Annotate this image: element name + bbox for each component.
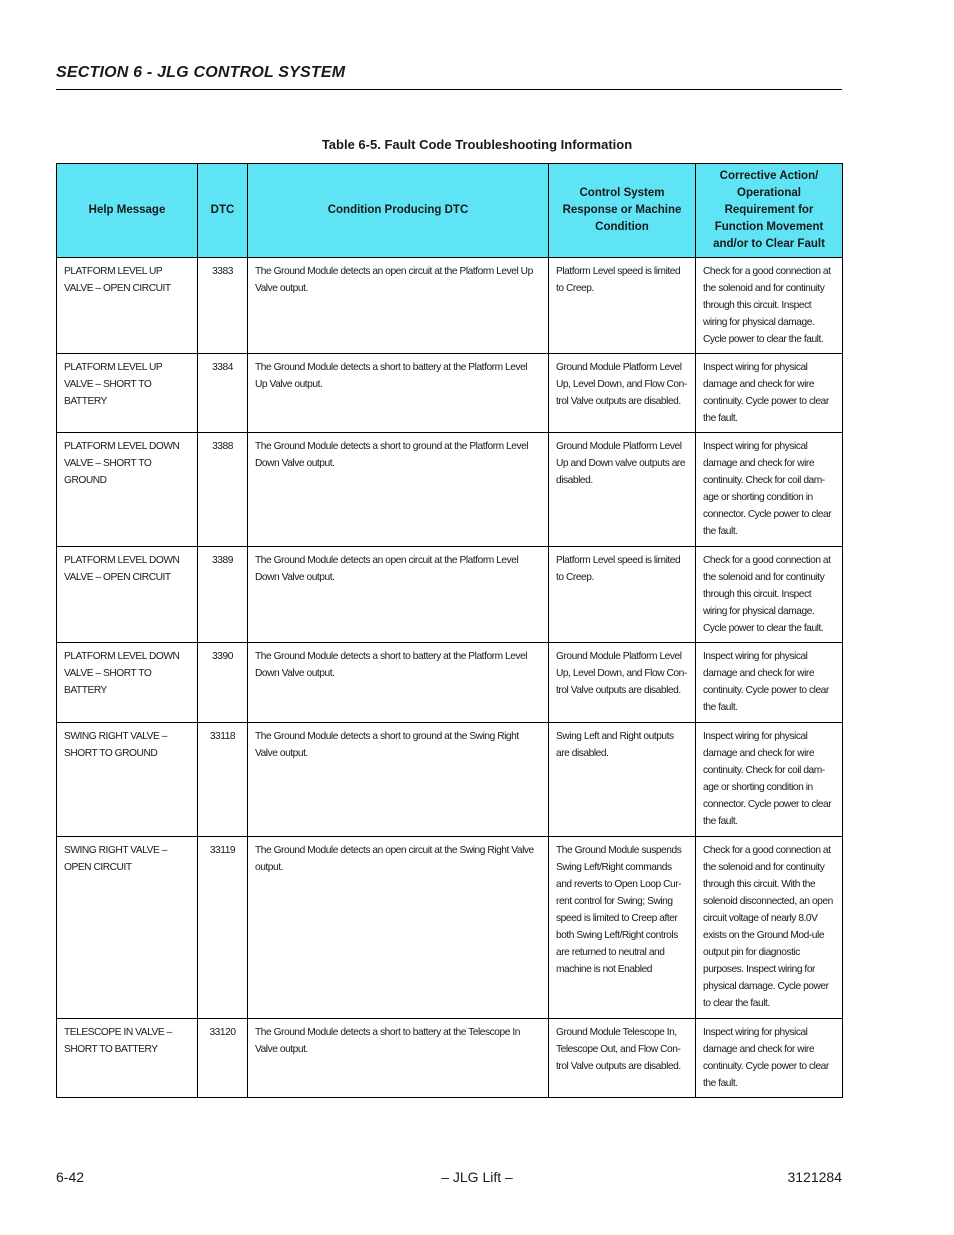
footer-publisher: – JLG Lift – (441, 1169, 513, 1185)
help-message-cell: PLATFORM LEVEL DOWN VALVE – OPEN CIRCUIT (57, 547, 198, 643)
condition-cell: The Ground Module detects a short to ground at the Platform Level Down Valve output. (248, 433, 549, 547)
dtc-cell: 3389 (198, 547, 248, 643)
dtc-cell: 3384 (198, 354, 248, 433)
corrective-action-cell: Check for a good connection at the solenoid and for continuity through this circuit. Inspect wiring for physical damage. Cycle power to clear the fault. (696, 258, 843, 354)
help-message-cell: TELESCOPE IN VALVE – SHORT TO BATTERY (57, 1019, 198, 1098)
table-row (57, 354, 843, 433)
condition-cell: The Ground Module detects a short to battery at the Platform Level Down Valve output. (248, 643, 549, 723)
help-message-cell: SWING RIGHT VALVE – SHORT TO GROUND (57, 723, 198, 837)
dtc-cell: 3388 (198, 433, 248, 547)
table-row (57, 1019, 843, 1098)
condition-cell: The Ground Module detects a short to ground at the Swing Right Valve output. (248, 723, 549, 837)
document-number: 3121284 (787, 1169, 842, 1185)
table-row (57, 837, 843, 1019)
table-row (57, 433, 843, 547)
dtc-cell: 3390 (198, 643, 248, 723)
dtc-cell: 33120 (198, 1019, 248, 1098)
condition-cell: The Ground Module detects an open circuit at the Swing Right Valve output. (248, 837, 549, 1019)
column-header-help-message: Help Message (57, 164, 198, 258)
condition-cell: The Ground Module detects an open circuit at the Platform Level Down Valve output. (248, 547, 549, 643)
column-header-corrective-action: Corrective Action/ Operational Requirement for Function Movement and/or to Clear Fault (696, 164, 843, 258)
table-row (57, 258, 843, 354)
column-header-dtc: DTC (198, 164, 248, 258)
table-row (57, 547, 843, 643)
dtc-cell: 3383 (198, 258, 248, 354)
help-message-cell: PLATFORM LEVEL DOWN VALVE – SHORT TO BATTERY (57, 643, 198, 723)
corrective-action-cell: Inspect wiring for physical damage and check for wire continuity. Check for coil dam-age or shorting condition in connector. Cycle power to clear the fault. (696, 723, 843, 837)
dtc-cell: 33119 (198, 837, 248, 1019)
help-message-cell: PLATFORM LEVEL UP VALVE – SHORT TO BATTERY (57, 354, 198, 433)
condition-cell: The Ground Module detects an open circuit at the Platform Level Up Valve output. (248, 258, 549, 354)
help-message-cell: PLATFORM LEVEL UP VALVE – OPEN CIRCUIT (57, 258, 198, 354)
fault-code-table (56, 163, 843, 1098)
response-cell: Platform Level speed is limited to Creep. (549, 547, 696, 643)
help-message-cell: SWING RIGHT VALVE – OPEN CIRCUIT (57, 837, 198, 1019)
response-cell: Ground Module Platform Level Up and Down valve outputs are disabled. (549, 433, 696, 547)
corrective-action-cell: Inspect wiring for physical damage and check for wire continuity. Cycle power to clear the fault. (696, 354, 843, 433)
corrective-action-cell: Check for a good connection at the solenoid and for continuity through this circuit. Inspect wiring for physical damage. Cycle power to clear the fault. (696, 547, 843, 643)
column-header-condition: Condition Producing DTC (248, 164, 549, 258)
table-header-row (57, 164, 843, 258)
section-divider (56, 89, 842, 90)
column-header-response: Control System Response or Machine Condition (549, 164, 696, 258)
corrective-action-cell: Inspect wiring for physical damage and check for wire continuity. Cycle power to clear the fault. (696, 1019, 843, 1098)
table-row (57, 643, 843, 723)
response-cell: Ground Module Telescope In, Telescope Out, and Flow Con-trol Valve outputs are disabled. (549, 1019, 696, 1098)
response-cell: Platform Level speed is limited to Creep. (549, 258, 696, 354)
response-cell: The Ground Module suspends Swing Left/Right commands and reverts to Open Loop Cur-rent control for Swing; Swing speed is limited to Creep after both Swing Left/Right controls are returned to neutral and machine is not Enabled (549, 837, 696, 1019)
section-title: SECTION 6 - JLG CONTROL SYSTEM (56, 64, 346, 81)
corrective-action-cell: Check for a good connection at the solenoid and for continuity through this circuit. With the solenoid disconnected, an open circuit voltage of nearly 8.0V exists on the Ground Mod-ule output pin for diagnostic purposes. Inspect wiring for physical damage. Cycle power to clear the fault. (696, 837, 843, 1019)
condition-cell: The Ground Module detects a short to battery at the Telescope In Valve output. (248, 1019, 549, 1098)
dtc-cell: 33118 (198, 723, 248, 837)
condition-cell: The Ground Module detects a short to battery at the Platform Level Up Valve output. (248, 354, 549, 433)
response-cell: Swing Left and Right outputs are disabled. (549, 723, 696, 837)
corrective-action-cell: Inspect wiring for physical damage and check for wire continuity. Check for coil dam-age or shorting condition in connector. Cycle power to clear the fault. (696, 433, 843, 547)
response-cell: Ground Module Platform Level Up, Level Down, and Flow Con-trol Valve outputs are disabled. (549, 354, 696, 433)
table-caption: Table 6-5. Fault Code Troubleshooting Information (321, 137, 633, 152)
page-number: 6-42 (56, 1169, 85, 1185)
help-message-cell: PLATFORM LEVEL DOWN VALVE – SHORT TO GROUND (57, 433, 198, 547)
table-row (57, 723, 843, 837)
response-cell: Ground Module Platform Level Up, Level Down, and Flow Con-trol Valve outputs are disabled. (549, 643, 696, 723)
corrective-action-cell: Inspect wiring for physical damage and check for wire continuity. Cycle power to clear the fault. (696, 643, 843, 723)
